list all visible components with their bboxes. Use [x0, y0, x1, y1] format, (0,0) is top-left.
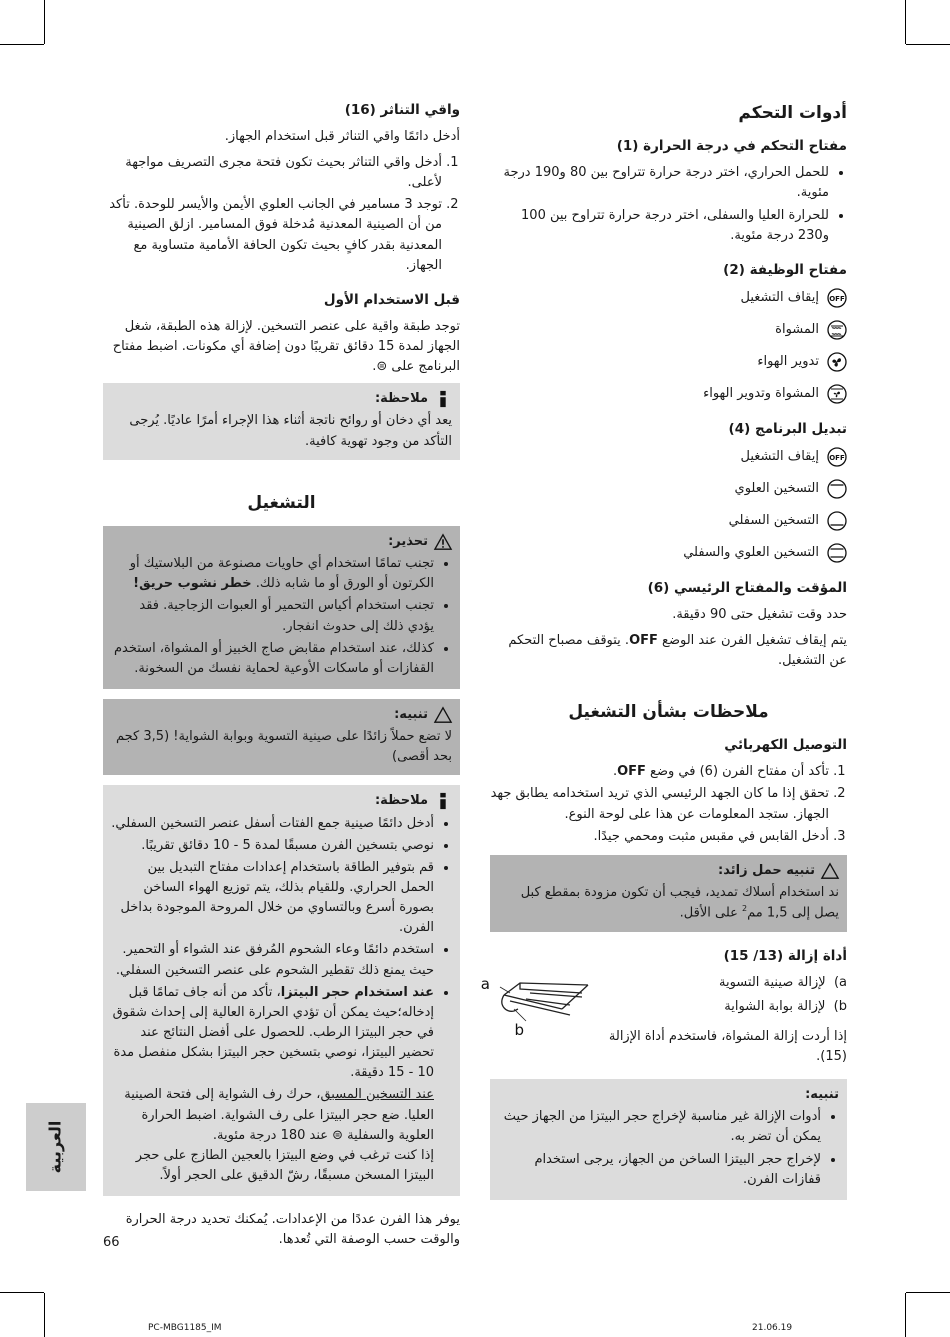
list-item: • للحمل الحراري، اختر درجة حرارة تتراوح بين 80 و190 درجة مئوية.	[490, 163, 829, 203]
program-row-off	[490, 446, 847, 468]
program-row-top	[490, 478, 847, 500]
bottom-heat-icon	[827, 511, 847, 531]
list-item: 3. أدخل القابس في مقبس مثبت ومحمي جيدًا.	[490, 827, 829, 847]
operation-note-title: ملاحظة:	[374, 793, 428, 809]
list-item: • تجنب تمامًا استخدام أي حاويات مصنوعة من البلاستيك أو الكرتون أو الورق أو ما شابه ذلك. خطر نشوب حريق!	[111, 554, 434, 594]
tool-text: إذا أردت إزالة المشواة، فاستخدم أداة الإزالة (15).	[608, 1028, 847, 1064]
list-item: • تجنب استخدام أكياس التحمير أو العبوات الزجاجية. فقد يؤدي ذلك إلى حدوث انفجار.	[111, 596, 434, 636]
removal-tool-illustration	[480, 973, 590, 1043]
list-item: • للحرارة العليا والسفلى، اختر درجة حرارة تتراوح بين 100 و230 درجة مئوية.	[490, 206, 829, 246]
notes-title: ملاحظات بشأن التشغيل	[568, 702, 769, 723]
first-use-text: توجد طبقة واقية على عنصر التسخين. لإزالة هذه الطبقة، شغل الجهاز لمدة 15 دقائق تقريبًا دون إضافة أي مكونات. اضبط مفتاح البرنامج على ⊜.	[112, 318, 460, 375]
load-caution-title: تنبيه:	[394, 707, 428, 722]
page-number: 66	[103, 1235, 120, 1250]
info-icon	[434, 792, 452, 810]
list-item: • لإخراج حجر البيتزا الساخن من الجهاز، يرجى استخدام قفازات الفرن.	[498, 1150, 821, 1190]
list-item: • أدوات الإزالة غير مناسبة لإخراج حجر البيتزا من الجهاز حيث يمكن أن تضر به.	[498, 1107, 821, 1147]
info-icon	[434, 390, 452, 408]
fan-icon	[827, 352, 847, 372]
first-use-heading: قبل الاستخدام الأول	[323, 291, 460, 308]
figure-label-b: b	[514, 1020, 524, 1039]
tool-caution-title: تنبيه:	[805, 1087, 839, 1103]
top-bottom-heat-icon	[827, 543, 847, 563]
crop-mark	[44, 1293, 45, 1337]
operation-closing-text: يوفر هذا الفرن عددًا من الإعدادات. يُمكنك تحديد درجة الحرارة والوقت حسب الوصفة التي تُعدها.	[125, 1212, 460, 1248]
svg-text:OFF: OFF	[829, 453, 845, 462]
list-item: 2. تحقق إذا ما كان الجهد الرئيسي الذي تريد استخدامه يطابق جهد الجهاز. ستجد المعلومات عن هذا على لوحة النوع.	[490, 784, 829, 824]
crop-mark	[906, 1292, 950, 1293]
temp-heading: مفتاح التحكم في درجة الحرارة (1)	[616, 138, 847, 155]
grill-icon	[827, 320, 847, 340]
off-icon	[827, 447, 847, 467]
list-item: • أدخل دائمًا صينية جمع الفتات أسفل عنصر التسخين السفلي.	[111, 814, 434, 834]
function-row-off	[490, 287, 847, 309]
footer-date: 21.06.19	[752, 1323, 793, 1333]
list-item: 1. أدخل واقي التناثر بحيث تكون فتحة مجرى التصريف مواجهة لأعلى.	[103, 153, 442, 193]
function-row-grill	[490, 319, 847, 341]
warning-icon	[434, 533, 452, 551]
list-item: • قم بتوفير الطاقة باستخدام إعدادات مفتاح التبديل بين الحمل الحراري. وللقيام بذلك، يتم توزيع الهواء الساخن بصورة أسرع وبالتساوي من خلال المروحة الموجودة بداخل الفرن.	[111, 858, 434, 939]
overload-title: تنبيه حمل زائد:	[718, 862, 815, 878]
program-label: التسخين العلوي	[734, 480, 819, 496]
tool-heading: أداة إزالة (13/ 15)	[723, 947, 847, 964]
function-label: المشواة	[775, 321, 819, 337]
timer-heading: المؤقت والمفتاح الرئيسي (6)	[647, 579, 847, 596]
function-row-grill-fan	[490, 383, 847, 405]
timer-text: حدد وقت تشغيل حتى 90 دقيقة.	[672, 606, 847, 622]
first-use-note-text: يعد أي دخان أو روائح ناتجة أثناء هذا الإجراء أمرًا عاديًا. يُرجى التأكد من وجود تهوية كافية.	[129, 413, 452, 449]
warning-box	[103, 526, 460, 689]
tool-caution-box	[490, 1079, 847, 1200]
language-label: العربية	[45, 1120, 65, 1174]
right-column	[480, 100, 847, 1214]
list-item: 1. تأكد أن مفتاح الفرن (6) في وضع OFF.	[490, 762, 829, 782]
load-caution-box	[103, 699, 460, 775]
overload-caution-box	[490, 855, 847, 932]
function-row-fan	[490, 351, 847, 373]
crumb-tray-intro: أدخل دائمًا واقي التناثر قبل استخدام الجهاز.	[224, 128, 460, 144]
first-use-note-box	[103, 383, 460, 459]
caution-triangle-icon	[821, 862, 839, 880]
left-column	[103, 100, 460, 1256]
first-use-note-title: ملاحظة:	[374, 391, 428, 407]
list-item: • نوصي بتسخين الفرن مسبقًا لمدة 5 - 10 دقائق تقريبًا.	[111, 836, 434, 856]
timer-off-text: يتم إيقاف تشغيل الفرن عند الوضع OFF. يتوقف مصباح التحكم عن التشغيل.	[508, 632, 847, 668]
list-item: 2. توجد 3 مسامير في الجانب العلوي الأيمن والأيسر للوحدة. تأكد من أن الصينية المعدنية مُدخلة فوق المسامير. ازلق الصينية المعدنية بقدر كافٍ بحيث تكون الحافة الأمامية متساوية مع الجهاز.	[103, 195, 442, 276]
list-item: • كذلك، عند استخدام مقابض صاج الخبيز أو المشواة، استخدم القفازات أو ماسكات الأوعية لحماية نفسك من السخونة.	[111, 639, 434, 679]
crop-mark	[905, 1293, 906, 1337]
tool-item-a: a) لإزالة صينية التسوية	[719, 974, 847, 990]
language-side-tab	[26, 1103, 86, 1191]
list-item: • عند استخدام حجر البيتزا، تأكد من أنه جاف تمامًا قبل إدخاله؛حيث يمكن أن تؤدي الحرارة العالية إلى إحداث شقوق في حجر البيتزا الرطب. للحصول على أفضل النتائج عند تحضير البيتزا، نوصي بتسخين حجر البيتزا بشكل منفصل مدة 10 - 15 دقيقة. عند التسخين المسبق، حرك رف الشواية إلى فتحة الصينية العليا. ضع حجر البيتزا على رف الشواية. اضبط الحرارة العلوية والسفلية ⊜ عند 180 درجة مئوية. إذا كنت ترغب في وضع البيتزا بالعجين الطازج على حجر البيتزا المسخن مسبقًا، رشّ الدقيق على الحجر أولاً.	[111, 983, 434, 1186]
function-label: تدوير الهواء	[757, 353, 819, 369]
program-label: التسخين السفلي	[728, 512, 819, 528]
crop-mark	[44, 0, 45, 44]
electrical-heading: التوصيل الكهربائي	[724, 737, 847, 754]
caution-triangle-icon	[434, 706, 452, 724]
function-label: إيقاف التشغيل	[740, 289, 819, 305]
svg-text:OFF: OFF	[829, 294, 845, 303]
crumb-tray-steps	[103, 153, 460, 276]
tool-item-b: b) لإزالة بوابة الشواية	[724, 998, 847, 1014]
program-row-bottom	[490, 510, 847, 532]
load-caution-text: لا تضع حملاً زائدًا على صينية التسوية وبوابة الشواية! (3,5 كجم بحد أقصى)	[116, 729, 452, 765]
overload-text: ند استخدام أسلاك تمديد، فيجب أن تكون مزودة بمقطع كبل يصل إلى 1,5 مم$^2$ على الأقل.	[520, 884, 839, 921]
list-item: • استخدم دائمًا وعاء الشحوم المُرفق عند الشواء أو التحمير. حيث يمنع ذلك تقطير الشحوم على عنصر التسخين السفلي.	[111, 940, 434, 980]
crop-mark	[0, 1292, 44, 1293]
program-label: إيقاف التشغيل	[740, 448, 819, 464]
electrical-steps	[490, 762, 847, 847]
off-icon	[827, 288, 847, 308]
function-heading: مفتاح الوظيفة (2)	[723, 261, 847, 278]
controls-title: أدوات التحكم	[738, 103, 847, 123]
program-label: التسخين العلوي والسفلي	[683, 544, 819, 560]
temp-list	[490, 163, 847, 246]
program-heading: تبديل البرنامج (4)	[728, 420, 847, 437]
figure-label-a: a	[480, 974, 490, 993]
operation-note-box	[103, 785, 460, 1196]
crop-mark	[0, 44, 44, 45]
crop-mark	[905, 0, 906, 44]
function-label: المشواة وتدوير الهواء	[703, 385, 819, 401]
operation-title: التشغيل	[247, 492, 316, 513]
warning-title: تحذير:	[388, 534, 428, 550]
program-row-top-bottom	[490, 542, 847, 564]
crop-mark	[906, 44, 950, 45]
top-heat-icon	[827, 479, 847, 499]
grill-fan-icon	[827, 384, 847, 404]
crumb-tray-heading: واقي التناثر (16)	[344, 102, 460, 118]
footer-model: PC-MBG1185_IM	[148, 1323, 222, 1333]
